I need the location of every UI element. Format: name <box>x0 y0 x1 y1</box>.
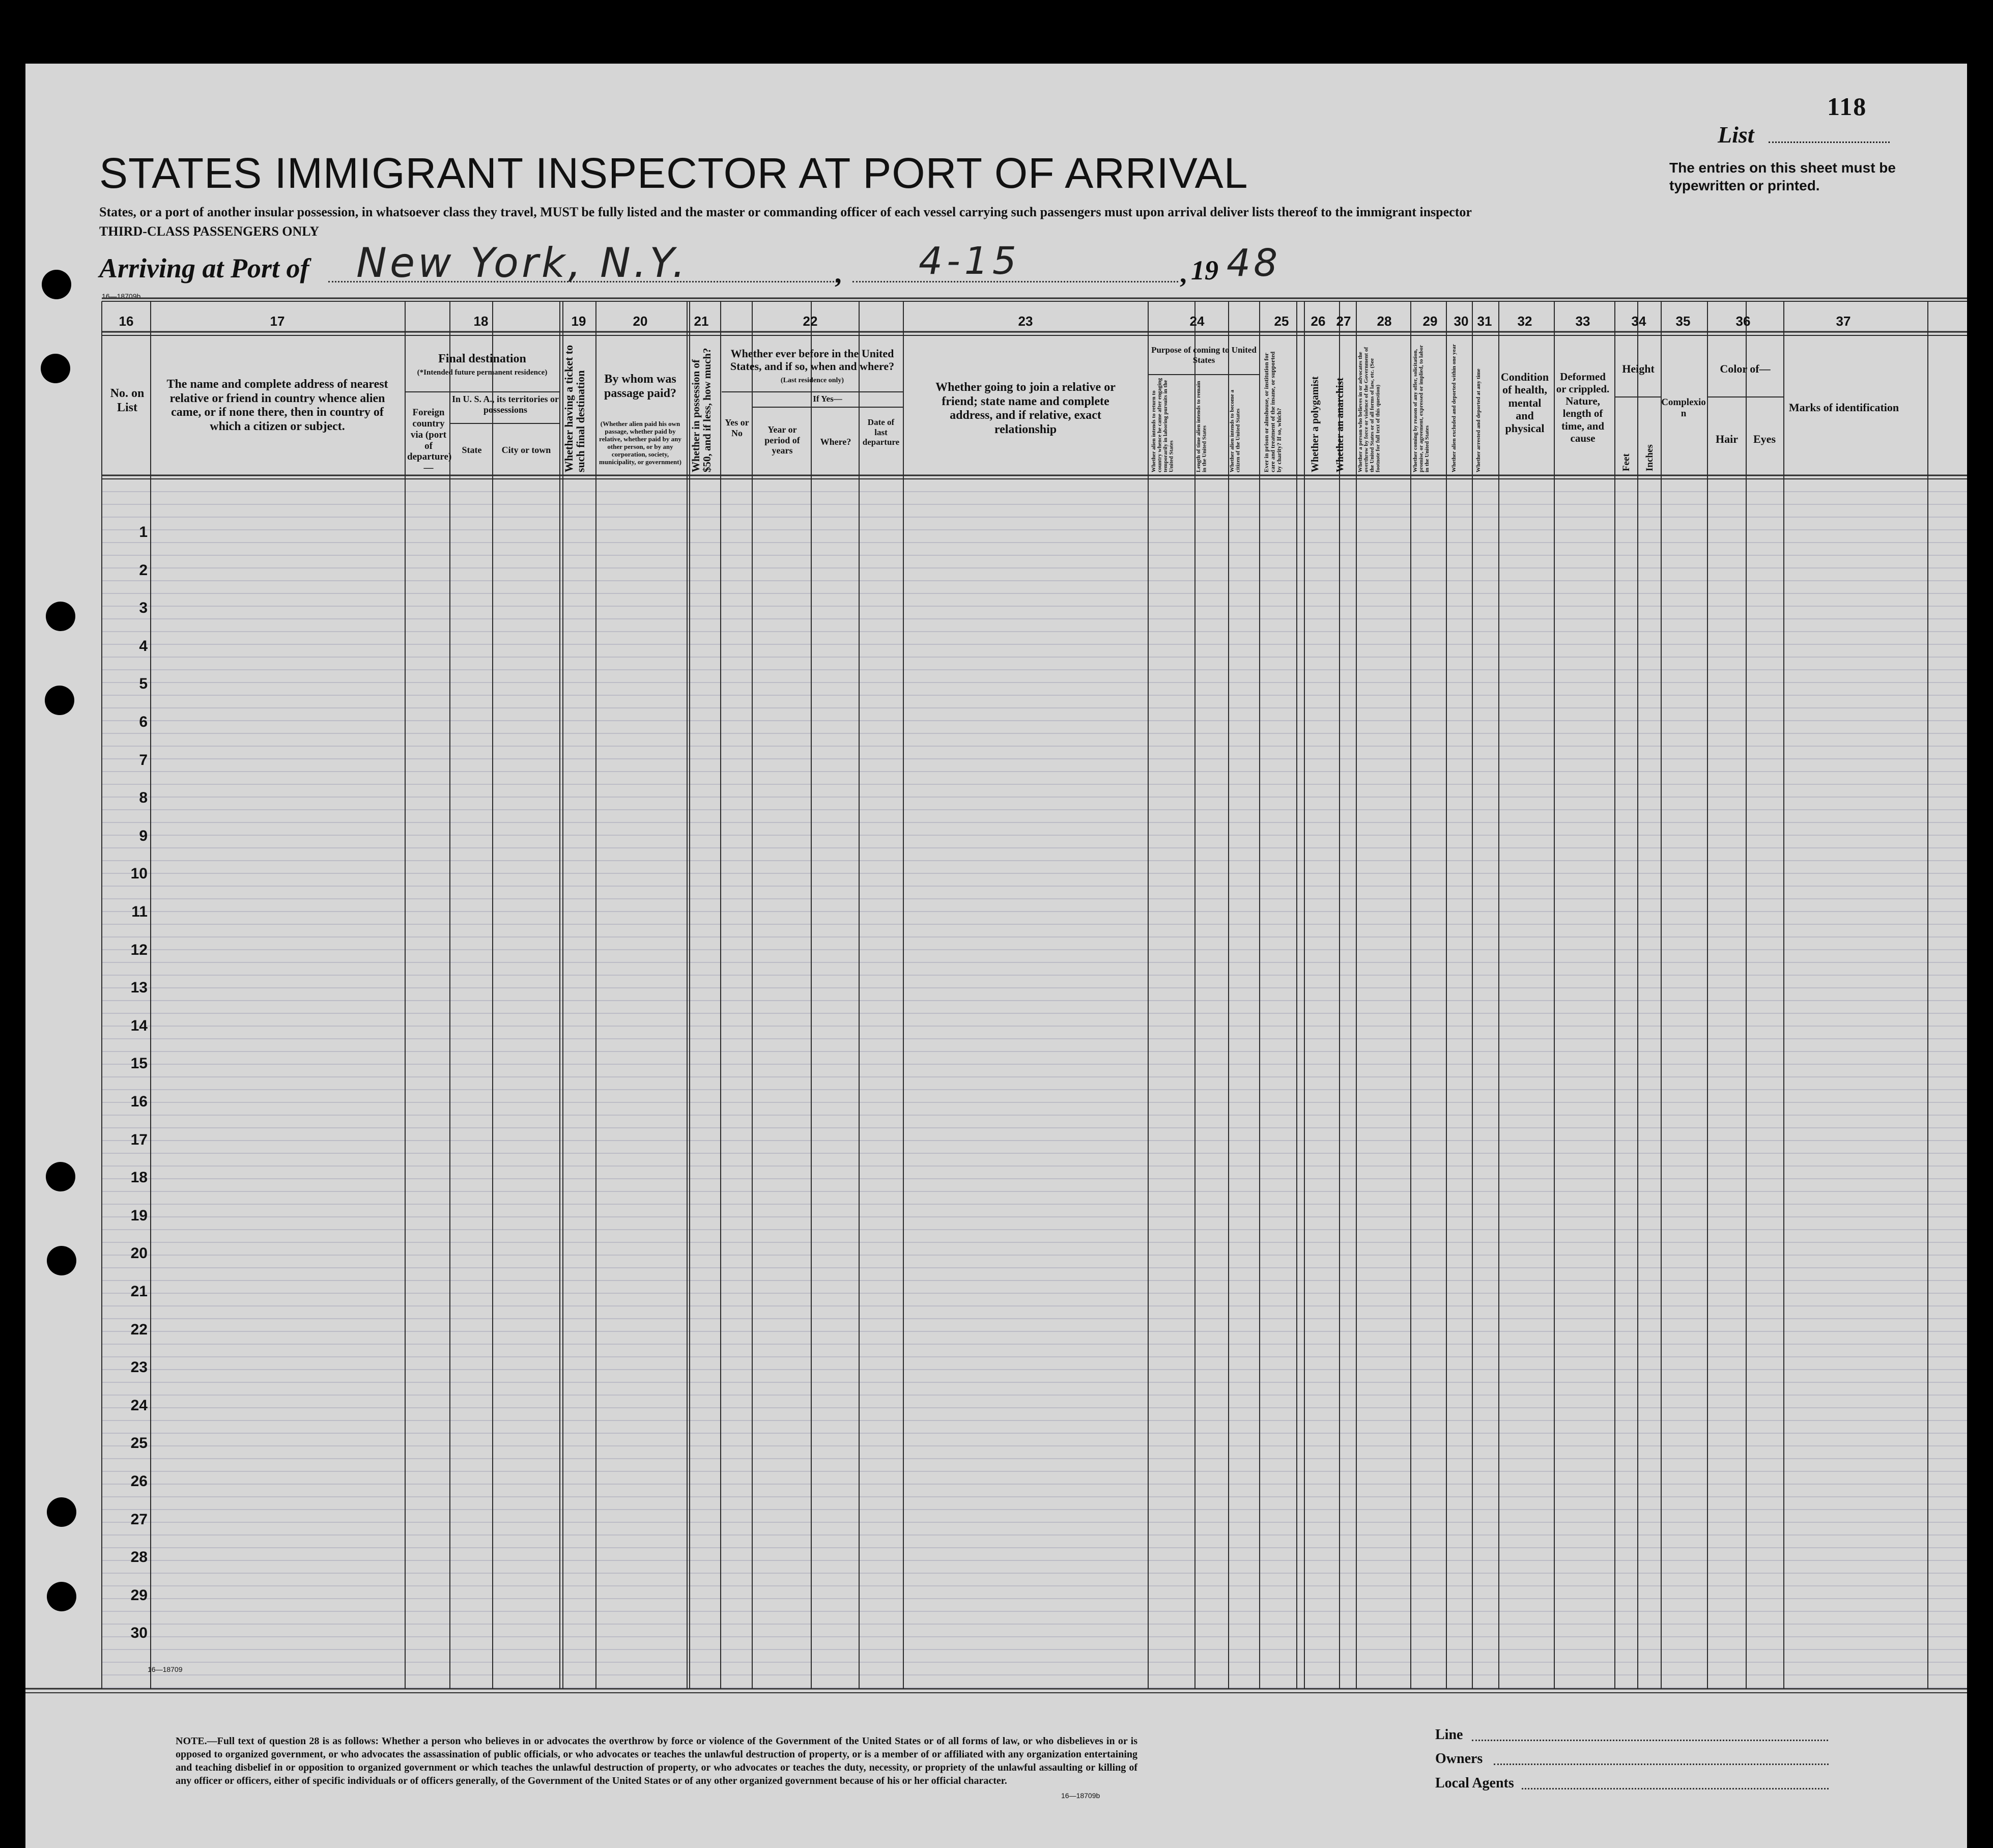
col-number: 32 <box>1517 314 1532 329</box>
col-number: 26 <box>1311 314 1326 329</box>
port-handwritten: New York, N.Y. <box>356 239 689 287</box>
col-number: 34 <box>1631 314 1646 329</box>
header-if-yes: If Yes— <box>813 394 842 404</box>
header-final-destination: Final destination <box>438 352 526 365</box>
header-purpose-b: Length of time alien intends to remain in the United States <box>1195 381 1208 472</box>
row-number: 15 <box>130 1055 148 1072</box>
header-complexion: Complexion <box>1661 397 1706 419</box>
header-deformed: Deformed or crippled. Nature, length of time, and cause <box>1556 371 1610 444</box>
col-number: 36 <box>1735 314 1751 329</box>
header-q29: Whether coming by reason of any offer, solicitation, promise, or agreement, expressed or implied, to labor in the United States <box>1412 345 1431 472</box>
col-number: 22 <box>803 314 818 329</box>
row-number: 25 <box>130 1435 148 1452</box>
year-handwritten: 48 <box>1227 241 1281 285</box>
header-no-on-list: No. on List <box>110 387 145 414</box>
line-label: Line <box>1435 1727 1463 1743</box>
row-number: 9 <box>139 827 148 844</box>
row-number: 3 <box>139 600 148 617</box>
row-number: 28 <box>130 1549 148 1566</box>
header-money: Whether in possession of $50, and if less, how much? <box>690 348 714 472</box>
row-number: 16 <box>130 1093 148 1110</box>
col-number: 29 <box>1422 314 1438 329</box>
list-label: List <box>1718 122 1754 148</box>
row-number: 18 <box>130 1169 148 1186</box>
col-number: 21 <box>694 314 709 329</box>
owners-dotted <box>1494 1764 1829 1765</box>
row-number: 13 <box>130 979 148 997</box>
row-number: 6 <box>139 714 148 730</box>
row-number: 4 <box>139 637 148 655</box>
col-number: 33 <box>1575 314 1590 329</box>
year-prefix: 19 <box>1191 255 1218 286</box>
header-foreign-country: Foreign country via (port of departure)— <box>407 407 452 474</box>
arriving-label: Arriving at Port of <box>99 253 309 283</box>
row-number: 27 <box>130 1511 148 1528</box>
header-polygamist: Whether a polygamist <box>1309 376 1321 472</box>
form-code-bottom-right: 16—18709b <box>1061 1792 1100 1800</box>
owners-label: Owners <box>1435 1751 1483 1767</box>
header-hair: Hair <box>1716 433 1738 445</box>
row-number: 26 <box>130 1473 148 1490</box>
footnote: NOTE.—Full text of question 28 is as follows: Whether a person who believes in or advocates the overthrow by force or violence of the Government of the United States or of all forms of law, or who disbelieves in or is opposed to organized government, or who advocates the assassination of public officials, or who advocates or teaches the unlawful destruction of property, or is a member of or affiliated with any organization entertaining and teaching disbelief in or opposition to organized government or which teaches the unlawful destruction of property, or who advocates or teaches the duty, necessity, or propriety of the unlawful assaulting or killing of any officer or officers, either of specific individuals or of officers generally, of the Government of the United States or of any other organized government because of his or her official character. <box>176 1736 1137 1786</box>
header-final-destination-note: (*Intended future permanent residence) <box>417 368 548 377</box>
col-number: 25 <box>1274 314 1289 329</box>
comma: , <box>1180 258 1187 289</box>
row-number: 12 <box>130 941 148 958</box>
col-number: 20 <box>633 314 648 329</box>
date-handwritten: 4-15 <box>919 239 1020 283</box>
header-q30: Whether alien excluded and deported within one year <box>1451 344 1457 472</box>
col-number: 35 <box>1675 314 1691 329</box>
header-health: Condition of health, mental and physical <box>1500 371 1549 435</box>
col-number: 16 <box>119 314 134 329</box>
entries-note: The entries on this sheet must be typewritten or printed. <box>1669 160 1896 193</box>
line-dotted <box>1472 1740 1828 1741</box>
header-ever-before: Whether ever before in the United States, and if so, when and where? <box>730 347 895 373</box>
header-inches: Inches <box>1644 444 1655 471</box>
header-ever-before-note: (Last residence only) <box>780 377 844 384</box>
header-height: Height <box>1622 362 1655 375</box>
header-q28: Whether a person who believes in or advocates the overthrow by force or violence of the Government of the United States or of all forms of law, etc. (See footnote for full text of this question) <box>1357 347 1381 472</box>
row-number: 29 <box>130 1586 148 1604</box>
header-where: Where? <box>820 437 851 447</box>
header-yes-or-no: Yes or No <box>725 417 749 438</box>
header-purpose: Purpose of coming to United States <box>1151 345 1257 365</box>
col-number: 17 <box>270 314 285 329</box>
page-number: 118 <box>1827 92 1867 121</box>
col-number: 37 <box>1836 314 1851 329</box>
header-eyes: Eyes <box>1753 433 1776 445</box>
header-year-or-period: Year or period of years <box>764 424 800 456</box>
row-number: 22 <box>130 1321 148 1338</box>
row-number: 30 <box>130 1625 148 1642</box>
form-code-top: 16—18709b <box>102 292 141 300</box>
header-ticket: Whether having a ticket to such final destination <box>562 345 587 472</box>
row-number: 5 <box>139 675 148 693</box>
header-q31: Whether arrested and deported at any time <box>1475 368 1482 472</box>
col-number: 30 <box>1454 314 1469 329</box>
col-number: 28 <box>1377 314 1392 329</box>
row-number: 24 <box>130 1397 148 1414</box>
header-city-or-town: City or town <box>501 445 551 455</box>
row-number: 20 <box>130 1245 148 1262</box>
header-relative-address: The name and complete address of nearest relative or friend in country whence alien came, or if none there, then in country of which a citizen or subject. <box>166 378 388 433</box>
col-number: 23 <box>1018 314 1033 329</box>
row-number: 7 <box>139 751 148 769</box>
intro-line: States, or a port of another insular possession, in whatsoever class they travel, MUST be fully listed and the master or commanding officer of each vessel carrying such passengers must upon arrival deliver lists thereof to the immigrant inspector <box>99 205 1472 219</box>
header-anarchist: Whether an anarchist <box>1334 378 1346 472</box>
row-number: 8 <box>139 789 148 807</box>
header-color-of: Color of— <box>1720 362 1771 375</box>
local-agents-label: Local Agents <box>1435 1775 1514 1791</box>
row-number: 14 <box>130 1017 148 1034</box>
page-title: STATES IMMIGRANT INSPECTOR AT PORT OF ARRIVAL <box>99 149 1248 197</box>
header-prison: Ever in prison or almshouse, or institution for care and treatment of the insane, or supported by charity? If so, which? <box>1263 351 1283 472</box>
col-number: 19 <box>571 314 586 329</box>
row-number: 10 <box>130 865 148 883</box>
header-by-whom-paid-note: (Whether alien paid his own passage, whether paid by relative, whether paid by any other person, or by any corporation, society, municipality, or government) <box>599 420 681 466</box>
header-state: State <box>462 445 482 455</box>
row-number: 1 <box>139 524 148 541</box>
col-number: 18 <box>473 314 489 329</box>
form-code-bottom-left: 16—18709 <box>148 1665 183 1673</box>
comma: , <box>835 258 842 289</box>
header-date-of-last-departure: Date of last departure <box>862 417 900 447</box>
header-purpose-c: Whether alien intends to become a citizen of the United States <box>1229 389 1241 472</box>
col-number: 27 <box>1336 314 1351 329</box>
class-line: THIRD-CLASS PASSENGERS ONLY <box>99 224 320 239</box>
row-number: 19 <box>130 1207 148 1224</box>
col-number: 24 <box>1189 314 1205 329</box>
row-number: 23 <box>130 1359 148 1376</box>
row-number: 11 <box>131 903 148 920</box>
header-in-usa: In U. S. A., its territories or possessions <box>452 394 559 415</box>
header-by-whom-paid: By whom was passage paid? <box>604 373 677 400</box>
row-number: 17 <box>130 1131 148 1148</box>
header-feet: Feet <box>1621 453 1632 471</box>
header-purpose-a: Whether alien intends to return to country whence he came after engaging temporarily in laboring pursuits in the United States <box>1151 378 1175 472</box>
header-marks: Marks of identification <box>1788 401 1899 414</box>
local-agents-dotted <box>1522 1788 1829 1789</box>
header-join-relative: Whether going to join a relative or friend; state name and complete address, and if relative, exact relationship <box>935 381 1116 436</box>
col-number: 31 <box>1477 314 1492 329</box>
row-number: 21 <box>130 1283 148 1300</box>
row-number: 2 <box>139 561 148 579</box>
